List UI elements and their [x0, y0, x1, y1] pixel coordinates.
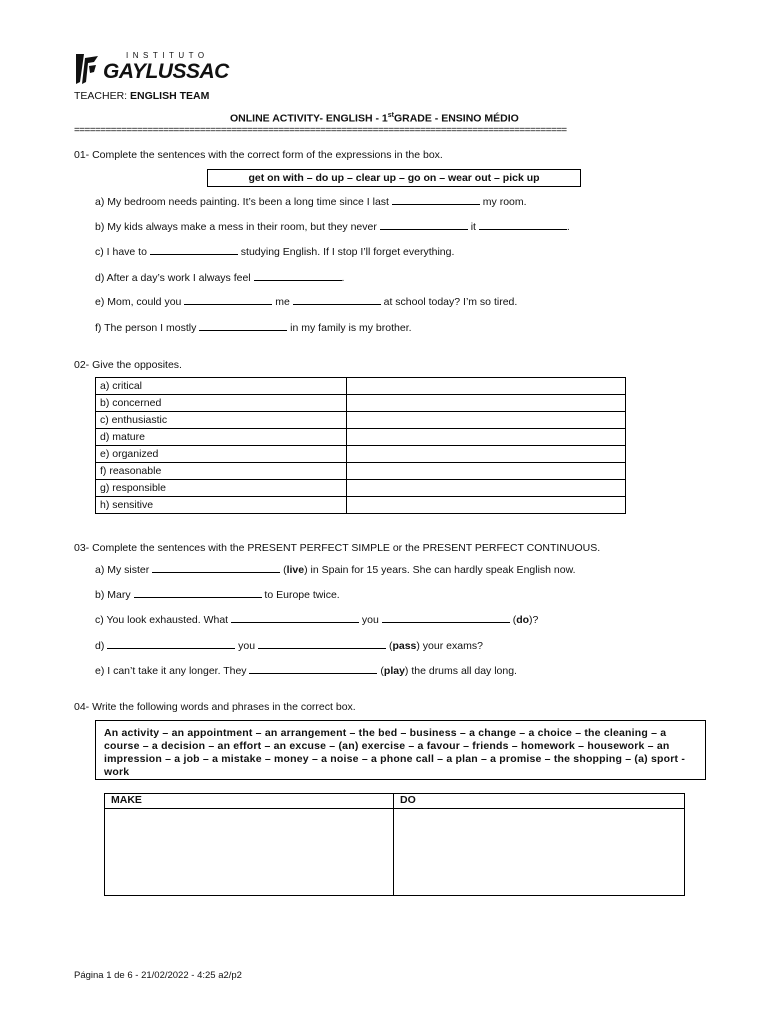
- q1-b-text-1: b) My kids always make a mess in their room, but they never: [95, 221, 380, 233]
- q1-expression-box-text: get on with – do up – clear up – go on – wear out – pick up: [248, 172, 540, 184]
- q1-a-text-2: my room.: [479, 196, 527, 208]
- teacher-value: ENGLISH TEAM: [130, 90, 210, 102]
- answer-blank[interactable]: [231, 613, 359, 623]
- q3-d-text-3: (: [386, 640, 393, 652]
- q3-e-text-2: (: [377, 665, 384, 677]
- table-row: [96, 412, 626, 429]
- q1-expression-box: [207, 169, 581, 187]
- q3-c-text-1: c) You look exhausted. What: [95, 614, 232, 626]
- make-answer-cell[interactable]: [105, 809, 394, 896]
- q1-sentence-a: [95, 195, 527, 208]
- logo-instituto-text: INSTITUTO: [126, 51, 209, 60]
- answer-cell[interactable]: [347, 497, 626, 514]
- q3-a-text-3: ) in Spain for 15 years. She can hardly speak English now.: [304, 564, 576, 576]
- q3-e-text-3: ) the drums all day long.: [404, 665, 517, 677]
- institute-logo: [74, 52, 244, 88]
- q1-d-text-2: .: [341, 272, 345, 284]
- word-cell: h) sensitive: [96, 497, 347, 514]
- q2-opposites-table: [95, 377, 626, 514]
- answer-blank[interactable]: [479, 220, 567, 230]
- q3-c-verb: do: [516, 614, 530, 626]
- q3-sentence-d: [95, 639, 483, 652]
- q3-d-text-1: d): [95, 640, 108, 652]
- q1-sentence-c: [95, 245, 454, 258]
- teacher-label: TEACHER:: [74, 90, 131, 102]
- make-column-header: MAKE: [105, 794, 394, 809]
- q2-heading: 02- Give the opposites.: [74, 359, 182, 371]
- q3-a-verb: live: [286, 564, 305, 576]
- answer-blank[interactable]: [152, 563, 280, 573]
- q3-b-text-2: to Europe twice.: [261, 589, 340, 601]
- word-cell: g) responsible: [96, 480, 347, 497]
- table-row: [96, 395, 626, 412]
- logo-name-text: GAYLUSSAC: [103, 60, 229, 83]
- answer-blank[interactable]: [293, 295, 381, 305]
- q3-a-text-2: (: [280, 564, 287, 576]
- q3-a-text-1: a) My sister: [95, 564, 153, 576]
- answer-blank[interactable]: [380, 220, 468, 230]
- logo-emblem-icon: [74, 52, 100, 86]
- q1-e-text-1: e) Mom, could you: [95, 296, 185, 308]
- table-row: [96, 378, 626, 395]
- table-row: [96, 463, 626, 480]
- q3-e-text-1: e) I can’t take it any longer. They: [95, 665, 250, 677]
- page-footer: Página 1 de 6 - 21/02/2022 - 4:25 a2/p2: [74, 970, 242, 981]
- do-answer-cell[interactable]: [394, 809, 685, 896]
- q3-b-text-1: b) Mary: [95, 589, 134, 601]
- make-do-table: [104, 793, 685, 896]
- page-title: [230, 112, 519, 125]
- table-row: [105, 809, 685, 896]
- q1-c-text-1: c) I have to: [95, 246, 150, 258]
- word-cell: a) critical: [96, 378, 347, 395]
- q3-sentence-a: [95, 563, 576, 576]
- answer-blank[interactable]: [150, 245, 238, 255]
- q1-heading: 01- Complete the sentences with the correct form of the expressions in the box.: [74, 149, 443, 161]
- q3-d-text-2: you: [235, 640, 259, 652]
- q1-c-text-2: studying English. If I stop I’ll forget everything.: [237, 246, 455, 258]
- q3-e-verb: play: [383, 665, 405, 677]
- q3-sentence-c: [95, 613, 538, 626]
- q1-sentence-f: [95, 321, 412, 334]
- q3-sentence-e: [95, 664, 517, 677]
- table-header-row: [105, 794, 685, 809]
- q3-d-text-4: ) your exams?: [416, 640, 483, 652]
- q3-sentence-b: [95, 588, 340, 601]
- table-row: [96, 497, 626, 514]
- answer-blank[interactable]: [382, 613, 510, 623]
- q1-f-text-2: in my family is my brother.: [287, 322, 412, 334]
- answer-cell[interactable]: [347, 480, 626, 497]
- word-cell: f) reasonable: [96, 463, 347, 480]
- table-row: [96, 446, 626, 463]
- q1-b-text-2: it: [467, 221, 479, 233]
- title-part-1: ONLINE ACTIVITY- ENGLISH - 1: [230, 112, 388, 125]
- word-cell: e) organized: [96, 446, 347, 463]
- answer-cell[interactable]: [347, 463, 626, 480]
- q3-c-text-2: you: [359, 614, 382, 626]
- q3-heading: 03- Complete the sentences with the PRESENT PERFECT SIMPLE or the PRESENT PERFECT CONTINUOUS.: [74, 542, 601, 554]
- answer-cell[interactable]: [347, 446, 626, 463]
- answer-blank[interactable]: [254, 271, 342, 281]
- answer-cell[interactable]: [347, 429, 626, 446]
- answer-blank[interactable]: [249, 664, 377, 674]
- q1-e-text-2: me: [272, 296, 293, 308]
- answer-blank[interactable]: [134, 588, 262, 598]
- answer-cell[interactable]: [347, 378, 626, 395]
- separator-line: ==============================================================================================: [74, 125, 567, 136]
- q4-heading: 04- Write the following words and phrases in the correct box.: [74, 701, 356, 713]
- q3-d-verb: pass: [392, 640, 417, 652]
- answer-cell[interactable]: [347, 395, 626, 412]
- q3-c-text-3: (: [509, 614, 517, 626]
- do-column-header: DO: [394, 794, 685, 809]
- q1-sentence-b: [95, 220, 570, 233]
- teacher-line: [74, 90, 209, 102]
- answer-blank[interactable]: [107, 639, 235, 649]
- answer-cell[interactable]: [347, 412, 626, 429]
- q1-sentence-e: [95, 295, 517, 308]
- answer-blank[interactable]: [258, 639, 386, 649]
- title-part-2: GRADE - ENSINO MÉDIO: [393, 112, 519, 125]
- answer-blank[interactable]: [199, 321, 287, 331]
- table-row: [96, 429, 626, 446]
- q1-a-text-1: a) My bedroom needs painting. It’s been a long time since I last: [95, 196, 392, 208]
- q3-c-text-4: )?: [529, 614, 539, 626]
- q1-b-text-3: .: [566, 221, 570, 233]
- q1-f-text-1: f) The person I mostly: [95, 322, 200, 334]
- q1-sentence-d: [95, 271, 344, 284]
- word-cell: d) mature: [96, 429, 347, 446]
- word-cell: b) concerned: [96, 395, 347, 412]
- word-cell: c) enthusiastic: [96, 412, 347, 429]
- q4-word-box-text: An activity – an appointment – an arrangement – the bed – business – a change – a choice – the cleaning – a course – a decision – an effort – an excuse – (an) exercise – a favour – friends – homework – housework – an impression – a job – a mistake – money – a noise – a phone call – a plan – a promise – the shopping – (a) sport - work: [104, 727, 686, 778]
- q1-e-text-3: at school today? I’m so tired.: [380, 296, 518, 308]
- answer-blank[interactable]: [184, 295, 272, 305]
- q1-d-text-1: d) After a day’s work I always feel: [95, 272, 254, 284]
- title-superscript: st: [387, 112, 394, 119]
- table-row: [96, 480, 626, 497]
- answer-blank[interactable]: [392, 195, 480, 205]
- q4-word-box: [95, 720, 706, 780]
